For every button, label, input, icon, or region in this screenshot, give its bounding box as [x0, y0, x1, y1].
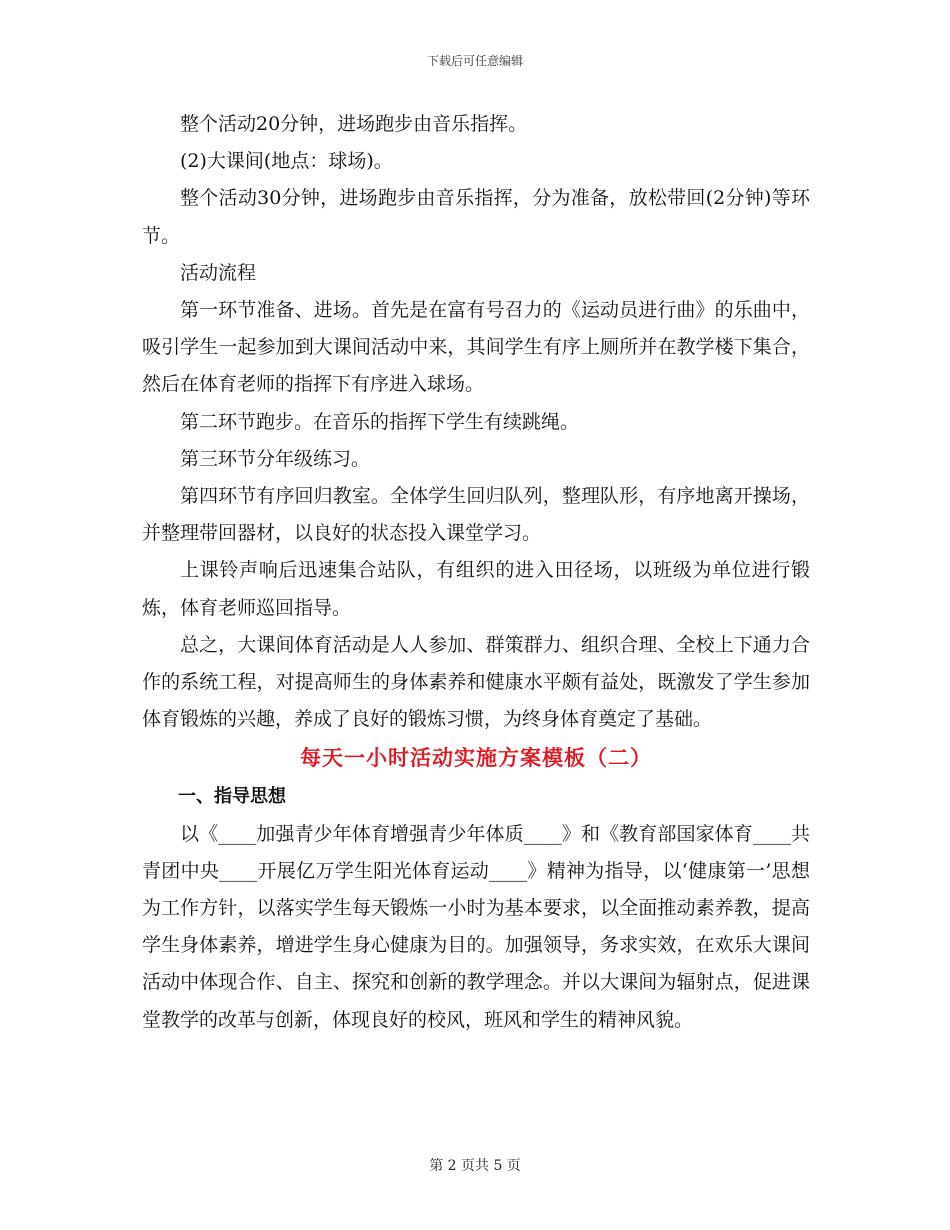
document-title: 每天一小时活动实施方案模板（二）	[300, 746, 652, 771]
paragraph: 整个活动30分钟，进场跑步由音乐指挥，分为准备，放松带回(2分钟)等环节。	[142, 187, 810, 247]
paragraph: (2)大课间(地点：球场)。	[180, 150, 393, 173]
paragraph: 以《____加强青少年体育增强青少年体质____》和《教育部国家体育____共青团中央____开展亿万学生阳光体育运动____》精神为指导，以‘健康第一’思想为工作方针，以落实学生每天锻炼一小时为基本要求，以全面推动素养教，提高学生身体素养，增进学生身心健康为目的。加强领导，务求实效，在欢乐大课间活动中体现合作、自主、探究和创新的教学理念。并以大课间为辐射点，促进课堂教学的改革与创新，体现良好的校风，班风和学生的精神风貌。	[142, 822, 810, 1031]
paragraph: 第二环节跑步。在音乐的指挥下学生有续跳绳。	[180, 410, 580, 433]
page-footer: 第 2 页共 5 页	[429, 1158, 521, 1174]
paragraph: 整个活动20分钟，进场跑步由音乐指挥。	[180, 113, 528, 135]
page-header: 下载后可任意编辑	[426, 54, 523, 68]
paragraph: 第三环节分年级练习。	[180, 447, 371, 470]
document-body	[142, 106, 810, 1039]
paragraph: 活动流程	[180, 261, 257, 284]
paragraph: 第四环节有序回归教室。全体学生回归队列，整理队形，有序地离开操场，并整理带回器材，以良好的状态投入课堂学习。	[142, 485, 810, 545]
paragraph: 第一环节准备、进场。首先是在富有号召力的《运动员进行曲》的乐曲中，吸引学生一起参加到大课间活动中来，其间学生有序上厕所并在教学楼下集合，然后在体育老师的指挥下有序进入球场。	[142, 299, 810, 396]
paragraph: 上课铃声响后迅速集合站队，有组织的进入田径场，以班级为单位进行锻炼，体育老师巡回指导。	[142, 559, 810, 619]
paragraph: 总之，大课间体育活动是人人参加、群策群力、组织合理、全校上下通力合作的系统工程，对提高师生的身体素养和健康水平颇有益处，既激发了学生参加体育锻炼的兴趣，养成了良好的锻炼习惯，为终身体育奠定了基础。	[142, 633, 810, 731]
section-heading: 一、指导思想	[178, 786, 286, 808]
